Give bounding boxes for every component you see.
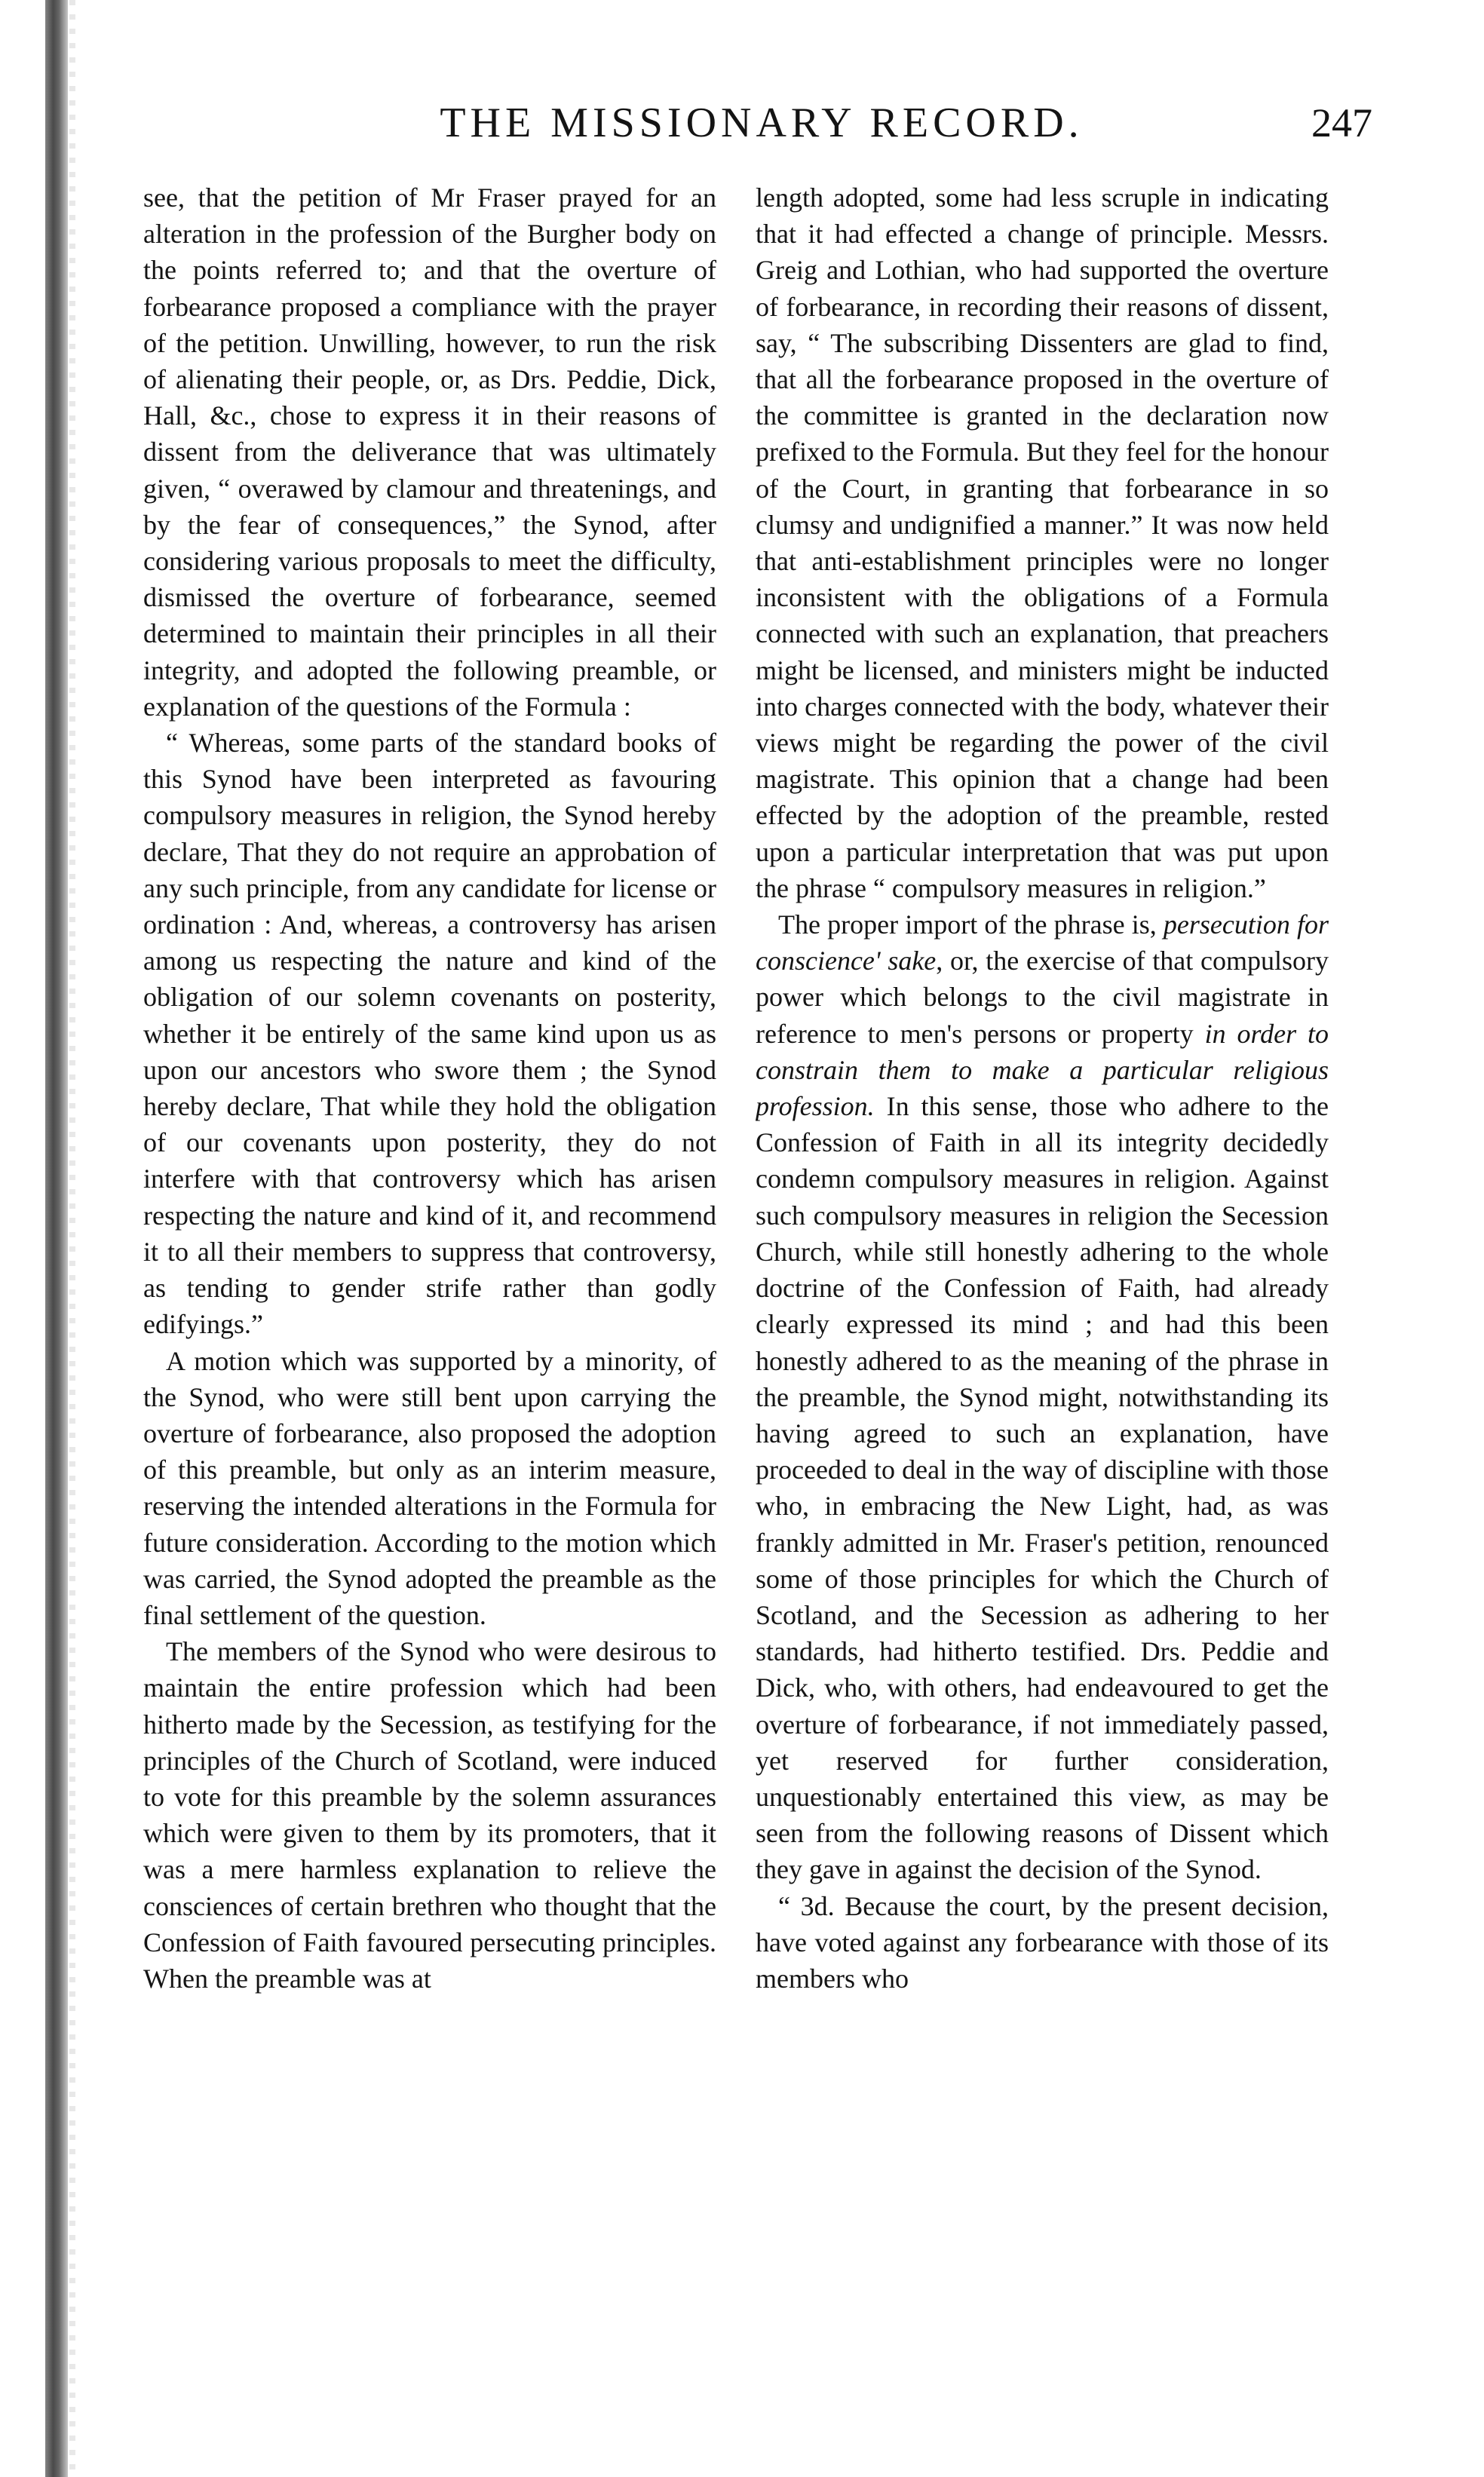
paragraph xyxy=(756,906,1329,1887)
italic-phrase: in order to constrain them to make a particular religious profession. xyxy=(756,1018,1329,1122)
page-binding-shadow xyxy=(45,0,68,2477)
left-column xyxy=(143,179,716,2434)
right-column xyxy=(756,179,1329,2434)
page-number: 247 xyxy=(1311,100,1372,146)
page-header-title: THE MISSIONARY RECORD. xyxy=(440,100,1084,146)
paragraph: A motion which was supported by a minority, of the Synod, who were still bent upon carrying the overture of forbearance, also proposed the adoption of this preamble, but only as an interim measure, reserving the intended alterations in the Formula for future consideration. According to the motion which was carried, the Synod adopted the preamble as the final settlement of the question. xyxy=(143,1345,716,1630)
running-head xyxy=(151,97,1372,149)
paragraph: length adopted, some had less scruple in indicating that it had effected a change of principle. Messrs. Greig and Lothian, who had supported the overture of forbearance, in recording their reasons of dissent, say, “ The subscribing Dissenters are glad to find, that all the forbearance proposed in the overture of the committee is granted in the declaration now prefixed to the Formula. But they feel for the honour of the Court, in granting that forbearance in so clumsy and undignified a manner.” It was now held that anti-establishment principles were no longer inconsistent with the obligations of a Formula connected with such an explanation, that preachers might be licensed, and ministers might be inducted into charges connected with the body, whatever their views might be regarding the power of the civil magistrate. This opinion that a change had been effected by the adoption of the preamble, rested upon a particular interpretation that was put upon the phrase “ compulsory measures in religion.” xyxy=(756,182,1329,903)
paragraph: The members of the Synod who were desirous to maintain the entire profession which had been hitherto made by the Secession, as testifying for the principles of the Church of Scotland, were induced to vote for this preamble by the solemn assurances which were given to them by its promoters, that it was a mere harmless explanation to relieve the consciences of certain brethren who thought that the Confession of Faith favoured persecuting principles. When the preamble was at xyxy=(143,1636,716,1994)
paragraph: “ Whereas, some parts of the standard books of this Synod have been interpreted as favouring compulsory measures in religion, the Synod hereby declare, That they do not require an approbation of any such principle, from any candidate for license or ordination : And, whereas, a controversy has arisen among us respecting the nature and kind of the obligation of our solemn covenants on posterity, whether it be entirely of the same kind upon us as upon our ancestors who swore them ; the Synod hereby declare, That while they hold the obligation of our covenants upon posterity, they do not interfere with that controversy which has arisen respecting the nature and kind of it, and recommend it to all their members to suppress that controversy, as tending to gender strife rather than godly edifyings.” xyxy=(143,728,716,1340)
page-binding-edge xyxy=(69,0,75,2477)
paragraph-text: , or, the exercise of that compulsory power which belongs to the civil magistrate in reference to men's persons or property xyxy=(756,946,1329,1049)
paragraph-text: In this sense, those who adhere to the Confession of Faith in all its integrity decidedly condemn compulsory measures in religion. Against such compulsory measures in religion the Secession Church, while still honestly adhering to the whole doctrine of the Confession of Faith, had already clearly expressed its mind ; and had this been honestly adhered to as the meaning of the phrase in the preamble, the Synod might, notwithstanding its having agreed to such an explanation, have proceeded to deal in the way of discipline with those who, in embracing the New Light, had, as was frankly admitted in Mr. Fraser's petition, renounced some of those principles for which the Church of Scotland, and the Secession as adhering to her standards, had hitherto testified. Drs. Peddie and Dick, who, with others, had endeavoured to get the overture of forbearance, if not immediately passed, yet reserved for further consideration, unquestionably entertained this view, as may be seen from the following reasons of Dissent which they gave in against the decision of the Synod. xyxy=(756,1091,1329,1885)
paragraph: see, that the petition of Mr Fraser prayed for an alteration in the profession of the Burgher body on the points referred to; and that the overture of forbearance proposed a compliance with the prayer of the petition. Unwilling, however, to run the risk of alienating their people, or, as Drs. Peddie, Dick, Hall, &c., chose to express it in their reasons of dissent from the deliverance that was ultimately given, “ overawed by clamour and threatenings, and by the fear of consequences,” the Synod, after considering various proposals to meet the difficulty, dismissed the overture of forbearance, seemed determined to maintain their principles in all their integrity, and adopted the following preamble, or explanation of the questions of the Formula : xyxy=(143,182,716,722)
italic-phrase: persecution for conscience' sake xyxy=(756,909,1329,976)
paragraph: “ 3d. Because the court, by the present decision, have voted against any forbearance with those of its members who xyxy=(756,1890,1329,1994)
paragraph-text: The proper import of the phrase is, xyxy=(778,909,1164,940)
